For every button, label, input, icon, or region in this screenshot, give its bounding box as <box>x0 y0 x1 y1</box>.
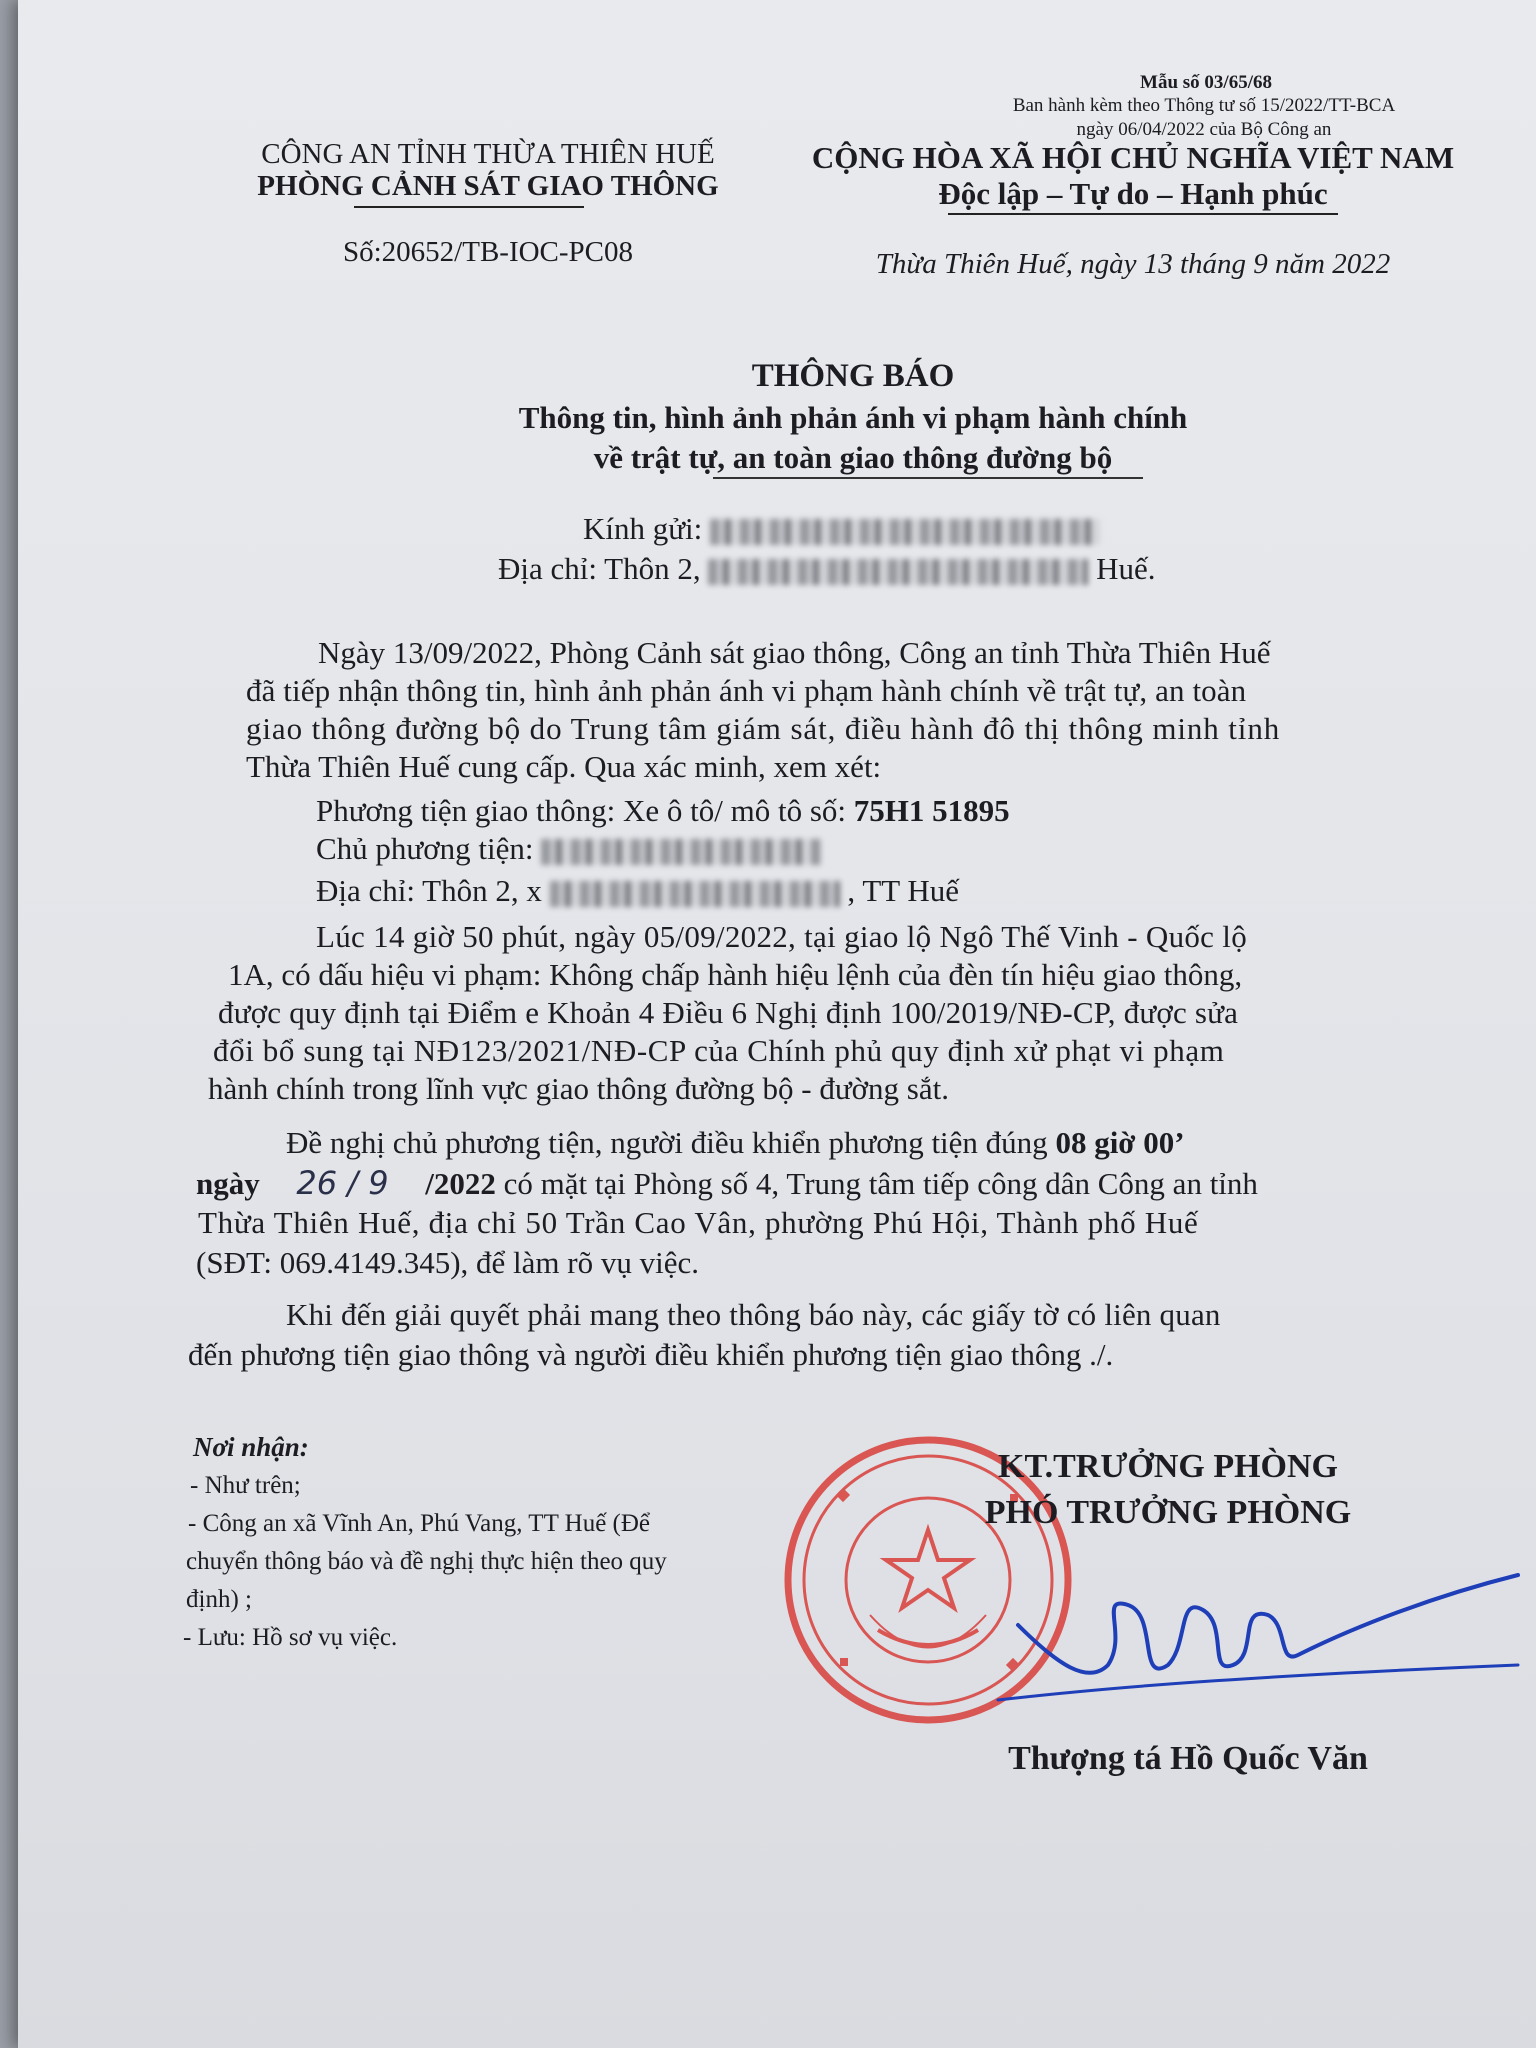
form-reference <box>928 94 1480 142</box>
subtitle-underline <box>713 477 1143 479</box>
owner-address-line <box>316 874 959 908</box>
body-p3-line-1 <box>286 1126 1185 1160</box>
body-p2-line-5: hành chính trong lĩnh vực giao thông đường bộ - đường sắt. <box>208 1071 949 1106</box>
vehicle-line <box>316 794 1010 828</box>
document-number: Số:20652/TB-IOC-PC08 <box>342 236 634 268</box>
addressee-address-label: Địa chỉ: Thôn 2, <box>498 551 701 586</box>
document-title: THÔNG BÁO <box>751 358 955 394</box>
document-subtitle-line-1: Thông tin, hình ảnh phản ánh vi phạm hành chính <box>518 400 1188 435</box>
appointment-day-label: ngày <box>196 1166 260 1201</box>
agency-name: PHÒNG CẢNH SÁT GIAO THÔNG <box>257 170 719 202</box>
place-and-date: Thừa Thiên Huế, ngày 13 tháng 9 năm 2022 <box>875 248 1391 280</box>
owner-label: Chủ phương tiện: <box>316 831 534 866</box>
motto-underline <box>948 213 1338 215</box>
owner-address-label: Địa chỉ: Thôn 2, x <box>316 873 542 908</box>
addressee-label: Kính gửi: <box>583 511 703 546</box>
addressee-line <box>583 512 1100 546</box>
redacted-owner-address <box>550 881 840 907</box>
recipient-2-line-1: - Công an xã Vĩnh An, Phú Vang, TT Huế (Để <box>188 1510 651 1537</box>
recipients-title: Nơi nhận: <box>193 1432 309 1462</box>
body-p2-line-2: 1A, có dấu hiệu vi phạm: Không chấp hành hiệu lệnh của đèn tín hiệu giao thông, <box>228 957 1243 992</box>
body-p2-line-4: đổi bổ sung tại NĐ123/2021/NĐ-CP của Chính phủ quy định xử phạt vi phạm <box>213 1033 1225 1068</box>
document-subtitle-line-2: về trật tự, an toàn giao thông đường bộ <box>593 440 1113 475</box>
redacted-address <box>708 559 1088 585</box>
agency-parent: CÔNG AN TỈNH THỪA THIÊN HUẾ <box>261 138 715 170</box>
form-number: Mẫu số 03/65/68 <box>1140 72 1272 93</box>
vehicle-label: Phương tiện giao thông: Xe ô tô/ mô tô số: <box>316 793 847 828</box>
owner-address-end: , TT Huế <box>847 873 960 908</box>
appointment-time: 08 giờ 00’ <box>1055 1125 1185 1160</box>
body-p1-line-3: giao thông đường bộ do Trung tâm giám sát, điều hành đô thị thông minh tỉnh <box>246 711 1281 746</box>
body-p1-line-2: đã tiếp nhận thông tin, hình ảnh phản ánh vi phạm hành chính về trật tự, an toàn <box>246 673 1247 708</box>
appointment-year: /2022 <box>425 1166 496 1201</box>
form-ref-line-2: ngày 06/04/2022 của Bộ Công an <box>1076 119 1332 140</box>
body-p4-line-2: đến phương tiện giao thông và người điều khiển phương tiện giao thông ./. <box>188 1337 1114 1372</box>
signer-name: Thượng tá Hồ Quốc Văn <box>1008 1740 1368 1777</box>
body-p4-line-1: Khi đến giải quyết phải mang theo thông báo này, các giấy tờ có liên quan <box>286 1297 1221 1332</box>
recipient-1: - Như trên; <box>190 1472 301 1499</box>
handwritten-signature-icon <box>978 1515 1536 1715</box>
signature-title-1: KT.TRƯỞNG PHÒNG <box>998 1448 1338 1485</box>
redacted-owner <box>541 839 821 865</box>
addressee-address-end: Huế. <box>1096 551 1156 586</box>
body-p1-line-4: Thừa Thiên Huế cung cấp. Qua xác minh, xem xét: <box>246 749 882 784</box>
form-ref-line-1: Ban hành kèm theo Thông tư số 15/2022/TT-BCA <box>1012 95 1396 116</box>
redacted-name <box>710 519 1100 545</box>
body-p1-line-1: Ngày 13/09/2022, Phòng Cảnh sát giao thông, Công an tỉnh Thừa Thiên Huế <box>318 635 1271 670</box>
document-page <box>18 0 1536 2048</box>
body-p3-text: Đề nghị chủ phương tiện, người điều khiển phương tiện đúng <box>286 1125 1048 1160</box>
body-p2-line-3: được quy định tại Điểm e Khoản 4 Điều 6 Nghị định 100/2019/NĐ-CP, được sửa <box>218 995 1239 1030</box>
recipient-3: - Lưu: Hồ sơ vụ việc. <box>183 1624 398 1651</box>
handwritten-date: 26 / 9 <box>296 1164 389 1202</box>
agency-underline <box>354 206 584 208</box>
signature-title-2: PHÓ TRƯỞNG PHÒNG <box>984 1494 1352 1531</box>
recipient-2-line-3: định) ; <box>186 1586 252 1613</box>
addressee-address-line <box>498 552 1156 586</box>
license-plate: 75H1 51895 <box>853 793 1010 828</box>
body-p2-line-1: Lúc 14 giờ 50 phút, ngày 05/09/2022, tại giao lộ Ngô Thế Vinh - Quốc lộ <box>316 919 1248 954</box>
owner-line <box>316 832 821 866</box>
body-p3-line-2 <box>196 1166 1258 1201</box>
body-p3-line-4: (SĐT: 069.4149.345), để làm rõ vụ việc. <box>196 1245 699 1280</box>
body-p3-location: có mặt tại Phòng số 4, Trung tâm tiếp công dân Công an tỉnh <box>503 1166 1258 1201</box>
recipient-2-line-2: chuyển thông báo và đề nghị thực hiện theo quy <box>186 1548 667 1575</box>
nation-name: CỘNG HÒA XÃ HỘI CHỦ NGHĨA VIỆT NAM <box>811 140 1455 175</box>
nation-motto: Độc lập – Tự do – Hạnh phúc <box>938 176 1328 211</box>
body-p3-line-3: Thừa Thiên Huế, địa chỉ 50 Trần Cao Vân, phường Phú Hội, Thành phố Huế <box>198 1205 1199 1240</box>
